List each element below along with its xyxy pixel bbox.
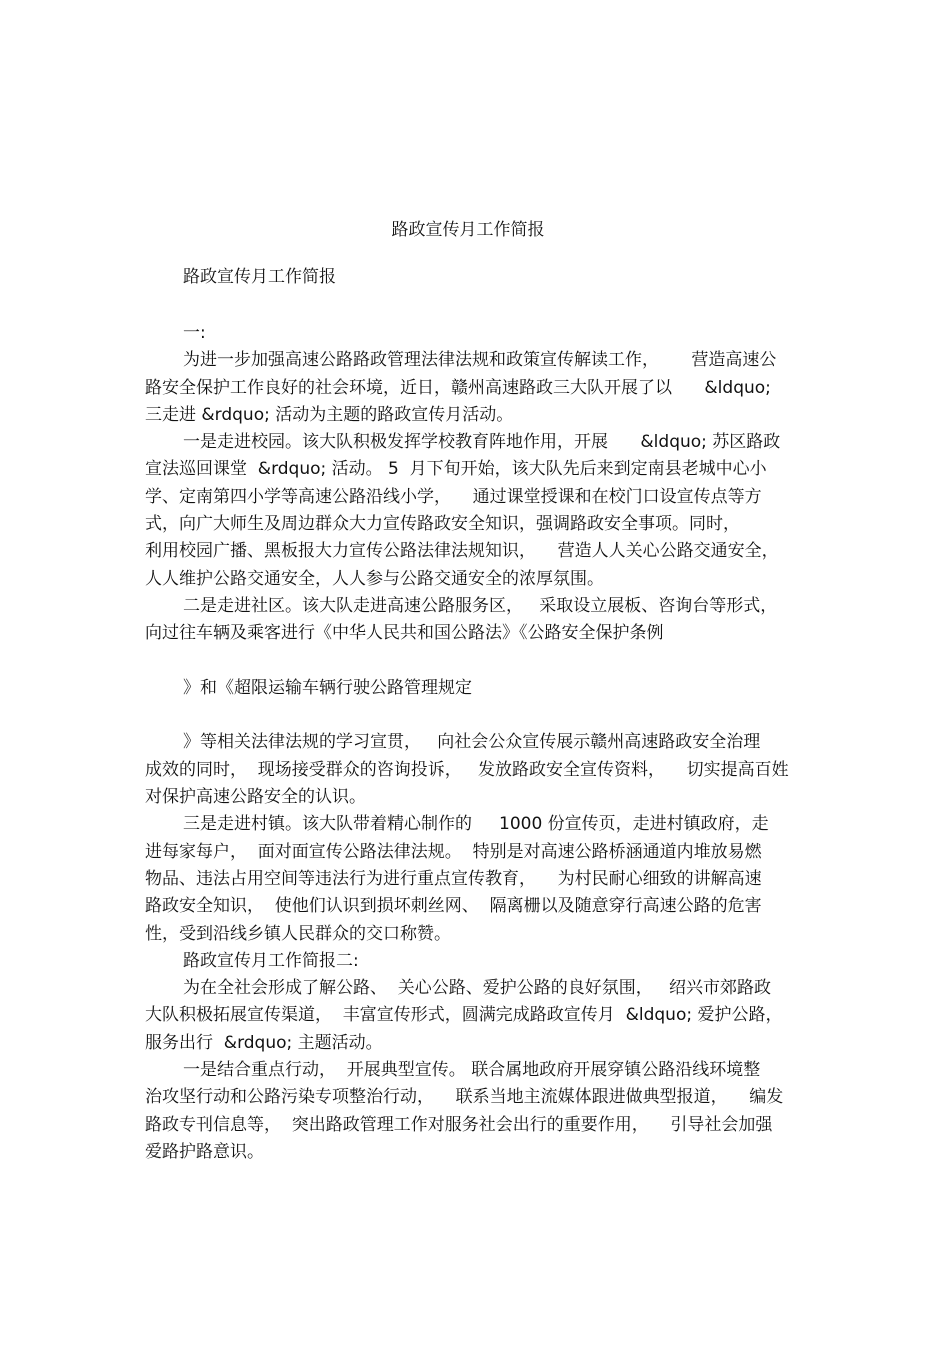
body-line [145, 648, 810, 675]
body-line: 》等相关法律法规的学习宣贯， 向社会公众宣传展示赣州高速路政安全治理 [183, 732, 761, 753]
document-subtitle: 路政宣传月工作简报 [183, 267, 336, 287]
body-line: 爱路护路意识。 [145, 1141, 264, 1162]
body-line: 性，受到沿线乡镇人民群众的交口称赞。 [145, 923, 451, 944]
body-line: 路政宣传月工作简报二: [183, 950, 359, 971]
body-line: 人人维护公路交通安全，人人参与公路交通安全的浓厚氛围。 [145, 568, 604, 589]
body-line: 路政专刊信息等， 突出路政管理工作对服务社会出行的重要作用， 引导社会加强 [145, 1114, 773, 1135]
body-line: 三是走进村镇。该大队带着精心制作的 1000 份宣传页，走进村镇政府，走 [183, 814, 769, 835]
body-line: 为进一步加强高速公路路政管理法律法规和政策宣传解读工作， 营造高速公 [183, 350, 777, 371]
body-line: 利用校园广播、黑板报大力宣传公路法律法规知识， 营造人人关心公路交通安全， [145, 541, 779, 562]
body-line: 治攻坚行动和公路污染专项整治行动， 联系当地主流媒体跟进做典型报道， 编发 [145, 1087, 784, 1108]
body-line: 路安全保护工作良好的社会环境，近日，赣州高速路政三大队开展了以 &ldquo; [145, 377, 771, 398]
body-line: 二是走进社区。该大队走进高速公路服务区， 采取设立展板、咨询台等形式， [183, 595, 778, 616]
body-line: 为在全社会形成了解公路、 关心公路、爱护公路的良好氛围， 绍兴市郊路政 [183, 978, 772, 999]
body-line: 一是走进校园。该大队积极发挥学校教育阵地作用，开展 &ldquo; 苏区路政 [183, 432, 781, 453]
body-line: 三走进 &rdquo; 活动为主题的路政宣传月活动。 [145, 404, 514, 425]
body-line: 服务出行 &rdquo; 主题活动。 [145, 1032, 383, 1053]
body-line: 路政安全知识， 使他们认识到损坏刺丝网、 隔离栅以及随意穿行高速公路的危害 [145, 896, 762, 917]
body-line: 物品、违法占用空间等违法行为进行重点宣传教育， 为村民耐心细致的讲解高速 [145, 868, 762, 889]
body-line: 向过往车辆及乘客进行《中华人民共和国公路法》《公路安全保护条例 [145, 623, 664, 644]
body-line: 一: [183, 323, 206, 343]
body-line: 宣法巡回课堂 &rdquo; 活动。 5 月下旬开始，该大队先后来到定南县老城中心小 [145, 459, 767, 480]
body-line: 一是结合重点行动， 开展典型宣传。 联合属地政府开展穿镇公路沿线环境整 [183, 1060, 761, 1081]
body-line: 进每家每户， 面对面宣传公路法律法规。 特别是对高速公路桥涵通道内堆放易燃 [145, 841, 762, 862]
body-line [145, 702, 810, 729]
body-line: 大队积极拓展宣传渠道， 丰富宣传形式，圆满完成路政宣传月 &ldquo; 爱护公路， [145, 1005, 783, 1026]
document-body [145, 320, 810, 1166]
body-line: 对保护高速公路安全的认识。 [145, 787, 366, 808]
body-line: 学、定南第四小学等高速公路沿线小学， 通过课堂授课和在校门口设宣传点等方 [145, 486, 762, 507]
document-title: 路政宣传月工作简报 [391, 220, 545, 240]
body-line: 》和《超限运输车辆行驶公路管理规定 [183, 677, 472, 698]
body-line: 成效的同时， 现场接受群众的咨询投诉， 发放路政安全宣传资料， 切实提高百姓 [145, 759, 789, 780]
body-line: 式，向广大师生及周边群众大力宣传路政安全知识，强调路政安全事项。同时， [145, 514, 740, 535]
